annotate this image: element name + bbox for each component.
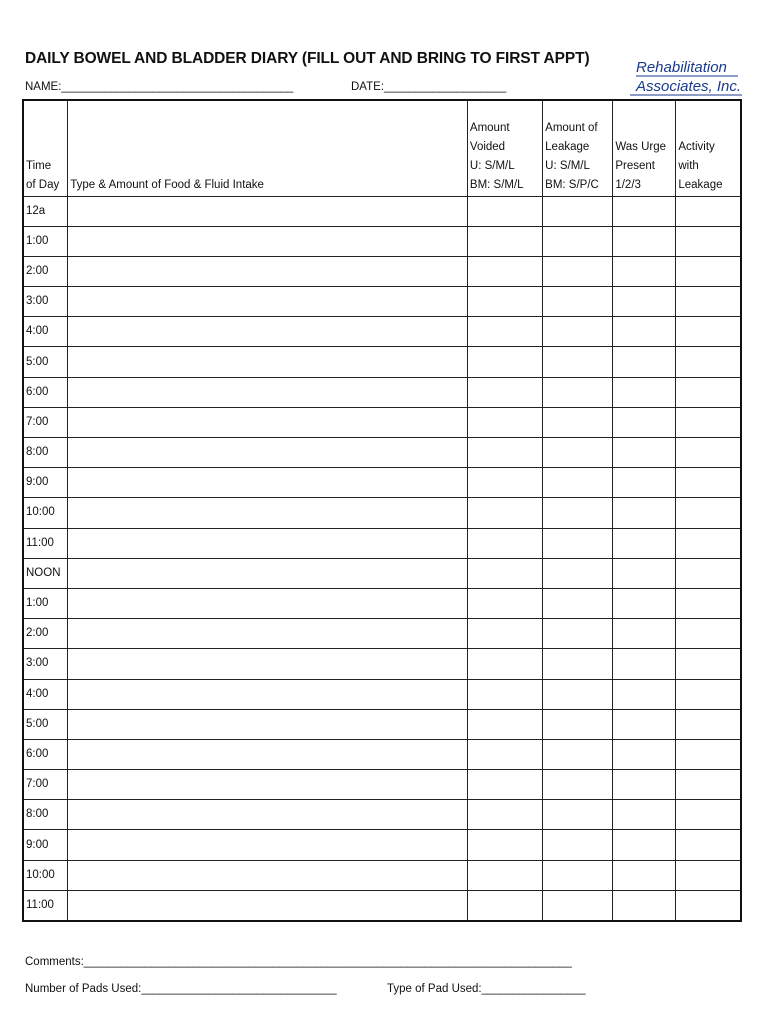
entry-cell[interactable]	[676, 256, 741, 286]
entry-cell[interactable]	[676, 770, 741, 800]
table-row	[23, 800, 741, 830]
entry-cell[interactable]	[613, 709, 676, 739]
entry-cell[interactable]	[613, 528, 676, 558]
entry-cell[interactable]	[676, 619, 741, 649]
entry-cell[interactable]	[613, 377, 676, 407]
column-header-line: Leakage	[545, 140, 590, 153]
time-cell: 5:00	[23, 347, 68, 377]
column-header-line: Leakage	[678, 178, 723, 191]
entry-cell[interactable]	[613, 588, 676, 618]
date-label: DATE:	[351, 81, 385, 93]
entry-cell[interactable]	[68, 196, 468, 226]
logo-line2: Associates, Inc.	[636, 78, 742, 95]
entry-cell[interactable]	[467, 770, 542, 800]
entry-cell[interactable]	[68, 679, 468, 709]
entry-cell[interactable]	[543, 256, 613, 286]
entry-cell[interactable]	[676, 830, 741, 860]
comments-blank: ________________________________________________________________________________	[83, 956, 572, 968]
pads-used-label: Number of Pads Used:	[25, 983, 142, 995]
entry-cell[interactable]	[676, 739, 741, 769]
time-cell: 9:00	[23, 468, 68, 498]
entry-cell[interactable]	[543, 588, 613, 618]
entry-cell[interactable]	[68, 830, 468, 860]
entry-cell[interactable]	[613, 196, 676, 226]
column-header-line: Time	[26, 159, 52, 172]
entry-cell[interactable]	[613, 317, 676, 347]
entry-cell[interactable]	[543, 347, 613, 377]
time-cell: 7:00	[23, 770, 68, 800]
entry-cell[interactable]	[613, 770, 676, 800]
column-header-line: Activity	[678, 140, 715, 153]
table-row	[23, 256, 741, 286]
entry-cell[interactable]	[613, 860, 676, 890]
entry-cell[interactable]	[676, 196, 741, 226]
entry-cell[interactable]	[613, 287, 676, 317]
table-row	[23, 679, 741, 709]
column-header-line: BM: S/M/L	[469, 178, 524, 191]
column-header	[467, 100, 542, 196]
time-cell: 10:00	[23, 860, 68, 890]
entry-cell[interactable]	[613, 498, 676, 528]
entry-cell[interactable]	[467, 890, 542, 920]
name-blank: ______________________________________	[61, 81, 294, 93]
entry-cell[interactable]	[676, 347, 741, 377]
entry-cell[interactable]	[543, 226, 613, 256]
entry-cell[interactable]	[613, 739, 676, 769]
entry-cell[interactable]	[68, 739, 468, 769]
entry-cell[interactable]	[543, 830, 613, 860]
entry-cell[interactable]	[68, 649, 468, 679]
column-header-line: U: S/M/L	[545, 159, 590, 172]
table-row	[23, 830, 741, 860]
column-header-line: of Day	[26, 178, 60, 191]
table-row	[23, 619, 741, 649]
table-row	[23, 588, 741, 618]
column-header-line: Amount of	[545, 121, 598, 134]
column-header	[23, 100, 68, 196]
table-row	[23, 709, 741, 739]
time-cell: 9:00	[23, 830, 68, 860]
table-row	[23, 860, 741, 890]
entry-cell[interactable]	[676, 317, 741, 347]
entry-cell[interactable]	[68, 226, 468, 256]
time-cell: 1:00	[23, 226, 68, 256]
time-cell: 8:00	[23, 800, 68, 830]
time-cell: 6:00	[23, 377, 68, 407]
entry-cell[interactable]	[676, 860, 741, 890]
entry-cell[interactable]	[543, 800, 613, 830]
entry-cell[interactable]	[543, 558, 613, 588]
entry-cell[interactable]	[467, 830, 542, 860]
table-row	[23, 468, 741, 498]
name-label: NAME:	[25, 81, 62, 93]
date-blank: ____________________	[384, 81, 506, 93]
table-header-row	[23, 100, 741, 196]
table-row	[23, 528, 741, 558]
comments-label: Comments:	[25, 956, 84, 968]
column-header-line: Voided	[469, 140, 506, 153]
entry-cell[interactable]	[676, 800, 741, 830]
table-row	[23, 317, 741, 347]
column-header	[68, 100, 468, 196]
table-row	[23, 226, 741, 256]
time-cell: 10:00	[23, 498, 68, 528]
entry-cell[interactable]	[543, 679, 613, 709]
entry-cell[interactable]	[467, 347, 542, 377]
diary-table	[22, 99, 742, 922]
entry-cell[interactable]	[467, 377, 542, 407]
entry-cell[interactable]	[467, 196, 542, 226]
time-cell: NOON	[23, 558, 68, 588]
entry-cell[interactable]	[543, 438, 613, 468]
time-cell: 7:00	[23, 407, 68, 437]
entry-cell[interactable]	[467, 438, 542, 468]
table-row	[23, 287, 741, 317]
entry-cell[interactable]	[676, 649, 741, 679]
entry-cell[interactable]	[613, 407, 676, 437]
entry-cell[interactable]	[613, 890, 676, 920]
entry-cell[interactable]	[543, 860, 613, 890]
time-cell: 6:00	[23, 739, 68, 769]
entry-cell[interactable]	[613, 619, 676, 649]
entry-cell[interactable]	[543, 287, 613, 317]
entry-cell[interactable]	[68, 468, 468, 498]
entry-cell[interactable]	[68, 860, 468, 890]
entry-cell[interactable]	[613, 558, 676, 588]
column-header-line: 1/2/3	[615, 178, 641, 191]
entry-cell[interactable]	[543, 528, 613, 558]
entry-cell[interactable]	[676, 226, 741, 256]
column-header	[676, 100, 741, 196]
column-header-line: with	[678, 159, 699, 172]
time-cell: 3:00	[23, 649, 68, 679]
table-row	[23, 770, 741, 800]
entry-cell[interactable]	[68, 588, 468, 618]
entry-cell[interactable]	[676, 498, 741, 528]
time-cell: 8:00	[23, 438, 68, 468]
entry-cell[interactable]	[613, 649, 676, 679]
time-cell: 5:00	[23, 709, 68, 739]
entry-cell[interactable]	[676, 558, 741, 588]
entry-cell[interactable]	[68, 377, 468, 407]
pad-type-blank: _________________	[481, 983, 586, 995]
entry-cell[interactable]	[467, 619, 542, 649]
entry-cell[interactable]	[68, 800, 468, 830]
entry-cell[interactable]	[676, 588, 741, 618]
entry-cell[interactable]	[467, 468, 542, 498]
entry-cell[interactable]	[467, 679, 542, 709]
entry-cell[interactable]	[68, 619, 468, 649]
entry-cell[interactable]	[676, 890, 741, 920]
company-logo	[628, 52, 744, 98]
entry-cell[interactable]	[467, 860, 542, 890]
entry-cell[interactable]	[543, 498, 613, 528]
entry-cell[interactable]	[613, 679, 676, 709]
table-row	[23, 498, 741, 528]
entry-cell[interactable]	[676, 287, 741, 317]
entry-cell[interactable]	[543, 317, 613, 347]
entry-cell[interactable]	[613, 347, 676, 377]
entry-cell[interactable]	[676, 438, 741, 468]
time-cell: 4:00	[23, 317, 68, 347]
entry-cell[interactable]	[68, 770, 468, 800]
comments-field[interactable]	[25, 956, 571, 968]
entry-cell[interactable]	[467, 558, 542, 588]
name-field[interactable]	[25, 81, 293, 93]
entry-cell[interactable]	[467, 287, 542, 317]
entry-cell[interactable]	[68, 407, 468, 437]
column-header-line: BM: S/P/C	[545, 178, 599, 191]
entry-cell[interactable]	[467, 498, 542, 528]
table-row	[23, 196, 741, 226]
entry-cell[interactable]	[676, 528, 741, 558]
entry-cell[interactable]	[543, 468, 613, 498]
entry-cell[interactable]	[467, 649, 542, 679]
entry-cell[interactable]	[543, 709, 613, 739]
entry-cell[interactable]	[676, 709, 741, 739]
entry-cell[interactable]	[676, 468, 741, 498]
pad-type-label: Type of Pad Used:	[387, 983, 482, 995]
entry-cell[interactable]	[467, 800, 542, 830]
time-cell: 2:00	[23, 619, 68, 649]
column-header-line: Type & Amount of Food & Fluid Intake	[70, 178, 264, 191]
time-cell: 4:00	[23, 679, 68, 709]
column-header-line: Was Urge	[615, 140, 667, 153]
entry-cell[interactable]	[613, 468, 676, 498]
column-header-line: Amount	[469, 121, 510, 134]
time-cell: 12a	[23, 196, 68, 226]
logo-line1: Rehabilitation	[636, 59, 727, 76]
date-field[interactable]	[351, 81, 506, 93]
entry-cell[interactable]	[613, 256, 676, 286]
column-header	[543, 100, 613, 196]
pads-used-field[interactable]	[25, 983, 336, 995]
table-row	[23, 438, 741, 468]
entry-cell[interactable]	[467, 226, 542, 256]
entry-cell[interactable]	[543, 770, 613, 800]
table-row	[23, 347, 741, 377]
column-header	[613, 100, 676, 196]
entry-cell[interactable]	[467, 407, 542, 437]
time-cell: 2:00	[23, 256, 68, 286]
pad-type-field[interactable]	[387, 983, 585, 995]
entry-cell[interactable]	[613, 438, 676, 468]
entry-cell[interactable]	[613, 830, 676, 860]
entry-cell[interactable]	[68, 256, 468, 286]
entry-cell[interactable]	[543, 739, 613, 769]
entry-cell[interactable]	[467, 709, 542, 739]
entry-cell[interactable]	[467, 588, 542, 618]
entry-cell[interactable]	[543, 407, 613, 437]
entry-cell[interactable]	[543, 649, 613, 679]
column-header-line: Present	[615, 159, 655, 172]
entry-cell[interactable]	[467, 528, 542, 558]
table-row	[23, 377, 741, 407]
time-cell: 1:00	[23, 588, 68, 618]
entry-cell[interactable]	[543, 619, 613, 649]
entry-cell[interactable]	[467, 739, 542, 769]
time-cell: 11:00	[23, 528, 68, 558]
table-row	[23, 558, 741, 588]
table-row	[23, 407, 741, 437]
column-header-line: U: S/M/L	[469, 159, 515, 172]
table-body	[23, 196, 741, 921]
entry-cell[interactable]	[68, 558, 468, 588]
entry-cell[interactable]	[543, 196, 613, 226]
entry-cell[interactable]	[68, 287, 468, 317]
table-row	[23, 890, 741, 920]
table-row	[23, 739, 741, 769]
entry-cell[interactable]	[676, 377, 741, 407]
entry-cell[interactable]	[68, 528, 468, 558]
entry-cell[interactable]	[68, 317, 468, 347]
entry-cell[interactable]	[543, 377, 613, 407]
entry-cell[interactable]	[543, 890, 613, 920]
entry-cell[interactable]	[467, 317, 542, 347]
pads-used-blank: ________________________________	[141, 983, 337, 995]
time-cell: 11:00	[23, 890, 68, 920]
entry-cell[interactable]	[676, 679, 741, 709]
time-cell: 3:00	[23, 287, 68, 317]
entry-cell[interactable]	[676, 407, 741, 437]
entry-cell[interactable]	[68, 347, 468, 377]
entry-cell[interactable]	[613, 800, 676, 830]
entry-cell[interactable]	[68, 438, 468, 468]
entry-cell[interactable]	[68, 709, 468, 739]
entry-cell[interactable]	[68, 498, 468, 528]
entry-cell[interactable]	[68, 890, 468, 920]
table-row	[23, 649, 741, 679]
entry-cell[interactable]	[613, 226, 676, 256]
entry-cell[interactable]	[467, 256, 542, 286]
form-title: DAILY BOWEL AND BLADDER DIARY (FILL OUT AND BRING TO FIRST APPT)	[25, 50, 590, 67]
